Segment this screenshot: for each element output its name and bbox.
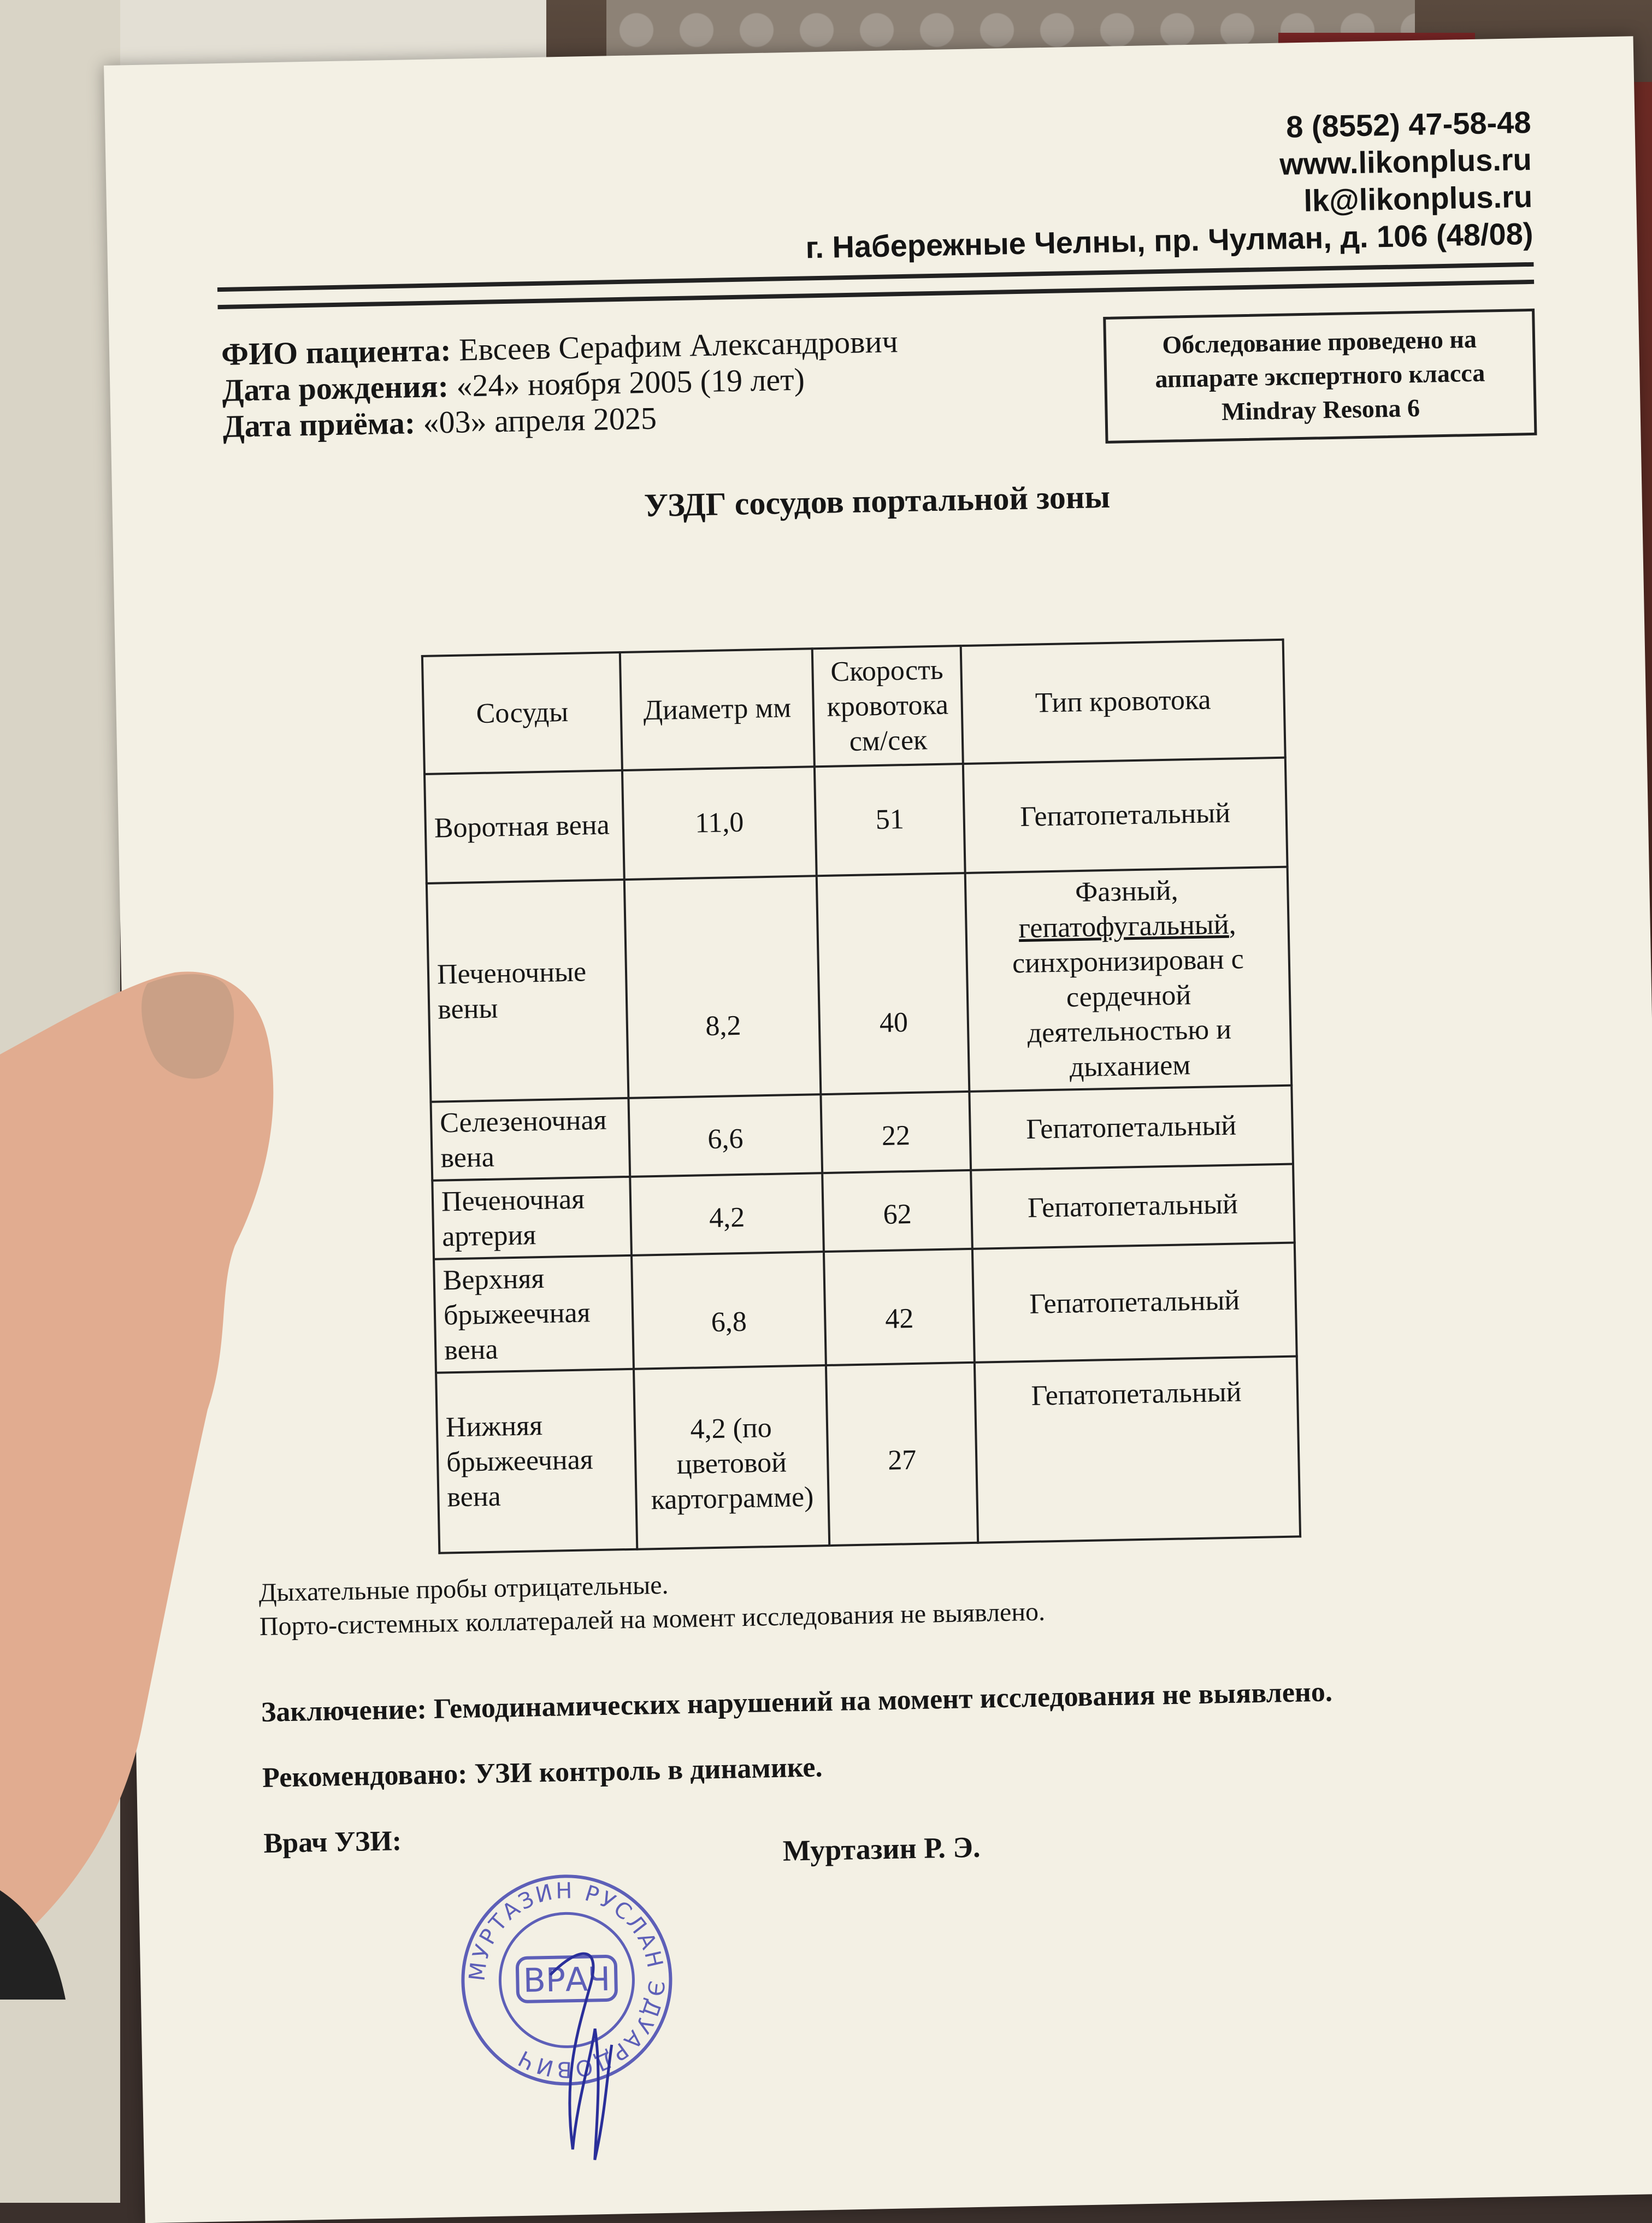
flow-type-part-3: , синхронизирован с сердечной деятельностью и дыханием bbox=[1012, 909, 1244, 1083]
device-line-1: Обследование проведено на bbox=[1161, 325, 1477, 359]
doctor-name: Муртазин Р. Э. bbox=[782, 1830, 981, 1867]
clinic-email: lk@likonplus.ru bbox=[1303, 179, 1533, 218]
vessel-name: Верхняя брыжеечная вена bbox=[434, 1255, 634, 1373]
medical-report-sheet bbox=[104, 36, 1652, 2223]
vessel-name: Печеночные вены bbox=[427, 880, 629, 1102]
conclusion-text: Заключение: Гемодинамических нарушений на момент исследования не выявлено. bbox=[261, 1676, 1333, 1729]
vessel-flow-type: Гепатопетальный bbox=[971, 1164, 1295, 1249]
vessel-flow-type: Гепатопетальный bbox=[963, 758, 1288, 873]
header-speed: Скорость кровотока см/сек bbox=[812, 646, 963, 766]
clinic-address: г. Набережные Челны, пр. Чулман, д. 106 (48/08) bbox=[805, 216, 1533, 265]
visit-date-value: «03» апреля 2025 bbox=[422, 400, 657, 440]
stamp-center-text: ВРАЧ bbox=[523, 1960, 611, 2000]
birth-date-value: «24» ноября 2005 (19 лет) bbox=[456, 361, 805, 404]
device-line-3: Mindray Resona 6 bbox=[1221, 393, 1420, 426]
vessel-speed: 51 bbox=[815, 764, 965, 876]
vessel-diameter: 4,2 (по цветовой картограмме) bbox=[634, 1365, 829, 1549]
vessel-flow-type: Гепатопетальный bbox=[969, 1086, 1293, 1170]
vessel-speed: 62 bbox=[822, 1170, 972, 1252]
header-vessel: Сосуды bbox=[422, 652, 622, 774]
vessel-diameter: 11,0 bbox=[622, 766, 817, 880]
report-title: УЗДГ сосудов портальной зоны bbox=[644, 478, 1111, 524]
recommendation-text: Рекомендовано: УЗИ контроль в динамике. bbox=[262, 1752, 823, 1794]
patient-name-label: ФИО пациента: bbox=[221, 332, 452, 372]
patient-info bbox=[221, 323, 900, 445]
vessel-name: Нижняя брыжеечная вена bbox=[436, 1369, 637, 1553]
holding-hand bbox=[0, 962, 284, 2000]
table-row bbox=[427, 867, 1291, 1102]
note-line-2: Порто-системных коллатералей на момент исследования не выявлено. bbox=[259, 1597, 1046, 1642]
clinic-contacts bbox=[803, 104, 1533, 267]
vessel-diameter: 4,2 bbox=[630, 1173, 824, 1255]
flow-type-part-1: Фазный, bbox=[1075, 875, 1179, 909]
header-divider bbox=[217, 262, 1534, 309]
table-row bbox=[424, 758, 1288, 883]
table-row bbox=[434, 1243, 1297, 1373]
vessels-table bbox=[421, 639, 1301, 1554]
clinic-phone: 8 (8552) 47-58-48 bbox=[1285, 104, 1532, 144]
doctor-stamp-and-signature bbox=[450, 1863, 685, 2173]
vessel-speed: 27 bbox=[826, 1363, 978, 1546]
exam-notes bbox=[258, 1561, 1045, 1644]
vessel-name: Воротная вена bbox=[424, 770, 624, 883]
vessel-diameter: 8,2 bbox=[624, 876, 821, 1098]
doctor-label: Врач УЗИ: bbox=[263, 1825, 402, 1859]
clinic-website: www.likonplus.ru bbox=[1279, 141, 1532, 181]
vessel-speed: 42 bbox=[824, 1249, 975, 1365]
visit-date-label: Дата приёма: bbox=[222, 405, 416, 444]
flow-type-part-2: гепатофугальный bbox=[1018, 909, 1230, 945]
device-line-2: аппарате экспертного класса bbox=[1154, 358, 1485, 393]
header-diameter: Диаметр мм bbox=[620, 648, 815, 770]
vessel-flow-type: Гепатопетальный bbox=[975, 1357, 1300, 1543]
vessel-speed: 40 bbox=[817, 873, 970, 1094]
vessel-diameter: 6,6 bbox=[628, 1094, 822, 1177]
vessel-flow-type: Гепатопетальный bbox=[972, 1243, 1297, 1363]
device-info-box bbox=[1103, 309, 1537, 444]
stamp-ring-text: МУРТАЗИН РУСЛАН ЭДУАРДОВИЧ bbox=[464, 1878, 669, 2082]
vessel-speed: 22 bbox=[821, 1092, 971, 1173]
table-header-row bbox=[422, 640, 1285, 774]
hand-skin bbox=[0, 972, 273, 1956]
note-line-1: Дыхательные пробы отрицательные. bbox=[258, 1570, 669, 1608]
table-row bbox=[436, 1357, 1300, 1553]
vessel-flow-type bbox=[965, 867, 1292, 1092]
vessel-diameter: 6,8 bbox=[632, 1252, 826, 1369]
header-flow-type: Тип кровотока bbox=[961, 640, 1285, 764]
vessel-name: Селезеночная вена bbox=[431, 1098, 630, 1181]
patient-name-value: Евсеев Серафим Александрович bbox=[458, 323, 899, 368]
vessel-name: Печеночная артерия bbox=[432, 1177, 632, 1259]
birth-date-label: Дата рождения: bbox=[221, 368, 449, 408]
